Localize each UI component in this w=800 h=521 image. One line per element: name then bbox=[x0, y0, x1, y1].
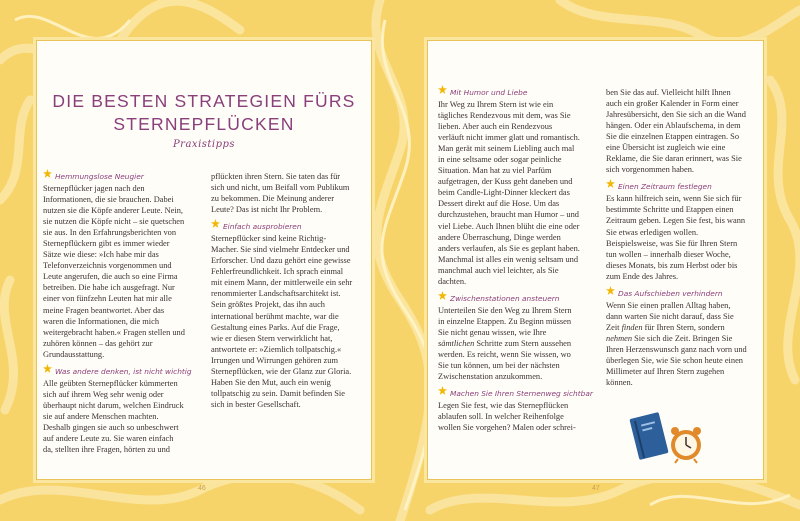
section-heading bbox=[438, 388, 593, 399]
star-number-icon bbox=[606, 179, 615, 188]
section-heading bbox=[606, 288, 748, 299]
section-text: Ihr Weg zu Ihrem Stern ist wie ein tägliches Rendezvous mit dem, was Sie lieben. Aber auch ein Rendezvous verläuft nicht immer glatt und romantisch. Man gerät mit seinem Liebling auch mal in eine seltsame oder sogar peinliche Situation. Man hat zu viel Parfüm aufgetragen, der Kuss geht daneben und beim Candle-Light-Dinner kleckert das Dessert direkt auf die Hose. Um das durchzustehen, braucht man Humor – und viel Liebe. Auch Ihnen blüht die eine oder andere Überraschung, Dinge werden anders verlaufen, als Sie es geplant haben. Manchmal ist alles ein wenig seltsam und manchmal auch viel leichter, als Sie dachten. bbox=[438, 100, 580, 286]
emphasis: nehmen bbox=[606, 333, 633, 343]
section-title: Einfach ausprobieren bbox=[223, 222, 302, 232]
star-number-icon bbox=[438, 85, 447, 94]
star-number-icon bbox=[606, 286, 615, 295]
left-column-2 bbox=[211, 171, 353, 410]
left-page bbox=[36, 40, 372, 480]
illustration-group bbox=[628, 409, 706, 471]
section-text: Alle geübten Sternepflücker kümmerten sich auf ihrem Weg sehr wenig oder überhaupt nicht darum, welchen Eindruck sie auf andere Menschen machten. Deshalb gingen sie auch so unbeschwert auf andere Leute zu. Sie waren einfach da, stellten ihre Fragen, hörten zu und bbox=[43, 378, 184, 455]
section-heading bbox=[211, 221, 353, 232]
section-text: Legen Sie fest, wie das Sternepflücken ablaufen soll. In welcher Reihenfolge wollen Sie vorgehen? Malen oder schrei- bbox=[438, 401, 576, 433]
emphasis: finden bbox=[621, 322, 643, 332]
section-text: ben Sie das auf. Vielleicht hilft Ihnen auch ein großer Kalender in Form einer Jahresübersicht, den Sie sich an die Wand hängen. Oder ein Ablaufschema, in dem Sie die einzelnen Etappen eintragen. So eine Übersicht ist zugleich wie eine Reklame, die Sie daran erinnert, was Sie sich vorgenommen haben. bbox=[606, 88, 746, 175]
left-column-1 bbox=[43, 171, 192, 455]
alarm-clock-icon bbox=[671, 427, 701, 463]
section-text bbox=[438, 305, 580, 382]
section-heading bbox=[43, 171, 185, 182]
section-heading bbox=[606, 181, 748, 192]
page-subtitle: Praxistipps bbox=[172, 139, 236, 150]
section-text: Sternepflücker sind keine Richtig-Macher. Sie sind vielmehr Entdecker und Erforscher. Und dazu gehört eine gewisse Fehlerfreundlichkeit. Ich sprach einmal mit einem Mann, der mittlerweile ein sehr renommierter Landschaftsarchitekt ist. Sein größtes Projekt, das ihn auch international berühmt machte, war die Gestaltung eines Parks. Auf die Frage, wie er diesen Stern verwirklicht hat, antwortete er: »Ziemlich tollpatschig.« Irrungen und Wirrungen gehören zum Sternepflücken, wie der Glanz zur Gloria. Haben Sie den Mut, auch ein wenig tollpatschig zu sein. Damit befinden Sie sich in bester Gesellschaft. bbox=[211, 234, 353, 409]
section-heading bbox=[438, 293, 580, 304]
text-run: Sie sich die Zeit. Bringen Sie Ihren Herzenswunsch ganz nach vorn und überlegen Sie, wie Sie schon heute einen Millimeter auf Ihren Stern zugehen können. bbox=[606, 333, 747, 388]
section-text: Sternepflücker jagen nach den Informationen, die sie brauchen. Dabei nutzen sie die Köpfe anderer Leute. Nein, sie nutzen die Köpfe nicht – sie quetschen sie aus. In den Erfahrungsberichten von Sternepflückern gibt es immer wieder Sätze wie diese: »Ich habe mir das Telefonverzeichnis vorgenommen und Leute angerufen, die auch so eine Firma betreiben. Die habe ich ausgefragt. Nur einer von fünfzehn Leuten hat mir alle meine Fragen beantwortet. Aber das waren die Informationen, die mich weitergebracht haben.« Fragen stellen und zuhören können – das gehört zur Grundausstattung. bbox=[43, 184, 185, 359]
section-title: Machen Sie Ihren Sternenweg sichtbar bbox=[450, 389, 593, 399]
star-number-icon bbox=[438, 291, 447, 300]
star-number-icon bbox=[43, 169, 52, 178]
section-title: Mit Humor und Liebe bbox=[450, 88, 528, 97]
page-title-line-2: STERNEPFLÜCKEN bbox=[113, 114, 295, 134]
page-number-right: 47 bbox=[592, 485, 600, 492]
section-title: Einen Zeitraum festlegen bbox=[618, 182, 712, 192]
section-text: Es kann hilfreich sein, wenn Sie sich für bestimmte Schritte und Etappen einen Zeitraum geben. Legen Sie fest, bis wann Sie etwas erledigen wollen. Beispielsweise, was Sie für Ihren Stern tun wollen – innerhalb dieser Woche, dieses Monats, bis zum Herbst oder bis zum Ende des Jahres. bbox=[606, 194, 746, 281]
page-number-left: 46 bbox=[198, 485, 206, 492]
right-page bbox=[427, 40, 764, 480]
notebook-icon bbox=[629, 412, 668, 460]
text-run: Wenn Sie einen prallen Alltag haben, dann warten Sie nicht darauf, dass Sie Zeit bbox=[606, 300, 734, 332]
right-column-1 bbox=[438, 87, 593, 433]
text-run: für Ihren Stern, sondern bbox=[642, 322, 725, 332]
section-title: Zwischenstationen ansteuern bbox=[450, 293, 560, 303]
star-number-icon bbox=[438, 386, 447, 395]
emphasis: sämtlichen bbox=[438, 338, 475, 348]
section-title: Was andere denken, ist nicht wichtig bbox=[55, 366, 192, 376]
section-heading bbox=[438, 87, 580, 98]
star-number-icon bbox=[211, 219, 220, 228]
section-title: Das Aufschieben verhindern bbox=[618, 288, 723, 298]
page-title-line-1: DIE BESTEN STRATEGIEN FÜRS bbox=[52, 91, 356, 111]
section-text: pflückten ihren Stern. Sie taten das für sich und nicht, um Beifall vom Publikum zu bekommen. Die Meinung anderer Leute? Das ist nicht Ihr Problem. bbox=[211, 172, 350, 215]
section-text bbox=[606, 300, 748, 388]
section-title: Hemmungslose Neugier bbox=[55, 172, 144, 181]
star-number-icon bbox=[43, 364, 52, 373]
text-run: Unterteilen Sie den Weg zu Ihrem Stern in einzelne Etappen. Zu Beginn müssen Sie nicht genau wissen, wie Ihre bbox=[438, 305, 572, 337]
section-heading bbox=[43, 366, 192, 377]
right-column-2 bbox=[606, 87, 748, 388]
text-run: Schritte zum Stern aussehen werden. Es reicht, wenn Sie wissen, wo Sie tun können, um bei der nächsten Zwischenstation anzukommen. bbox=[438, 338, 572, 382]
